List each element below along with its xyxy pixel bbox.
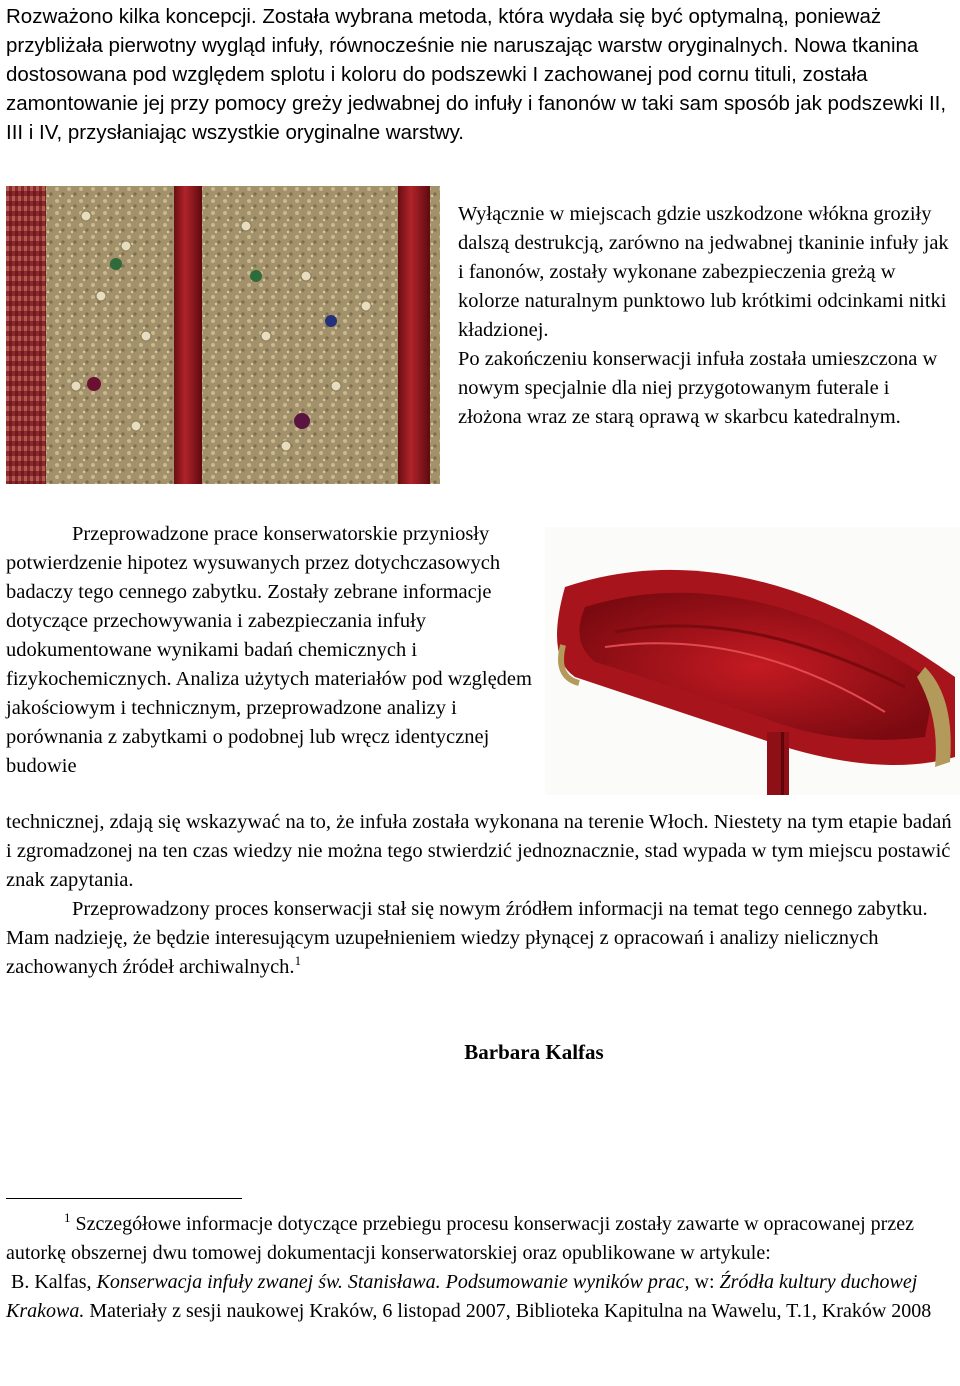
intro-paragraph: Rozważono kilka koncepcji. Została wybrana metoda, która wydała się być optymalną, ponieważ przybliżała pierwotny wygląd infuły, równocześnie nie naruszając warstw oryginalnych. Nowa tkanina dostosowana pod względem splotu i koloru do podszewki I zachowanej pod cornu tituli, została zamontowanie jej przy pomocy greży jedwabnej do infuły i fanonów w taki sam sposób jak podszewki II, III i IV, przysłaniając wszystkie oryginalne warstwy. bbox=[6, 5, 947, 144]
footnote-separator bbox=[6, 1198, 242, 1199]
citation-source-title: Źródła kultury duchowej Krakowa. bbox=[6, 1271, 918, 1322]
author-signature: Barbara Kalfas bbox=[464, 1040, 604, 1064]
footnote-text: Szczegółowe informacje dotyczące przebiegu procesu konserwacji zostały zawarte w opracowanej przez autorkę obszernej dwu tomowej dokumentacji konserwatorskiej oraz opublikowane w artykule: bbox=[6, 1213, 914, 1264]
right-paragraph-1: Wyłącznie w miejscach gdzie uszkodzone włókna groziły dalszą destrukcją, zarówno na jedwabnej tkaninie infuły jak i fanonów, zostały wykonane zabezpieczenia greżą w kolorze naturalnym punktowo lub krótkimi odcinkami nitki kładzionej. bbox=[458, 203, 949, 341]
left-column-text bbox=[6, 520, 536, 781]
right-column-text bbox=[458, 200, 958, 432]
mitre-lining-photo bbox=[545, 527, 960, 795]
citation-author: B. Kalfas, bbox=[11, 1271, 92, 1293]
citation-in: w: bbox=[694, 1271, 715, 1293]
right-paragraph-2: Po zakończeniu konserwacji infuła została umieszczona w nowym specjalnie dla niej przygotowanym futerale i złożona wraz ze starą oprawą w skarbcu katedralnym. bbox=[458, 348, 938, 428]
mitre-lining-image bbox=[545, 527, 960, 795]
citation-title: Konserwacja infuły zwanej św. Stanisława. Podsumowanie wyników prac, bbox=[96, 1271, 690, 1293]
final-paragraph-block bbox=[6, 895, 956, 982]
footnote-number: 1 bbox=[64, 1210, 71, 1225]
final-paragraph: Przeprowadzony proces konserwacji stał się nowym źródłem informacji na temat tego cennego zabytku. Mam nadzieję, że będzie interesującym uzupełnieniem wiedzy płynącej z opracowań i analizy nielicznych zachowanych źródeł archiwalnych. bbox=[6, 898, 928, 978]
continued-paragraph: technicznej, zdają się wskazywać na to, że infuła została wykonana na terenie Włoch. Niestety na tym etapie badań i zgromadzonej na ten czas wiedzy nie można tego stwierdzić jednoznacznie, stad wypada w tym miejscu postawić znak zapytania. bbox=[6, 811, 952, 891]
citation-rest: Materiały z sesji naukowej Kraków, 6 listopad 2007, Biblioteka Kapitulna na Wawelu, T.1, Kraków 2008 bbox=[89, 1300, 932, 1322]
left-paragraph: Przeprowadzone prace konserwatorskie przyniosły potwierdzenie hipotez wysuwanych przez dotychczasowych badaczy tego cennego zabytku. Zostały zebrane informacje dotyczące przechowywania i zabezpieczania infuły udokumentowane wynikami badań chemicznych i fizykochemicznych. Analiza użytych materiałów pod względem jakościowym i technicznym, przeprowadzone analizy i porównania z zabytkami o podobnej lub wręcz identycznej budowie bbox=[6, 523, 532, 777]
footnote-body bbox=[6, 1210, 956, 1268]
footnote bbox=[6, 1210, 956, 1326]
footnote-reference[interactable]: 1 bbox=[294, 953, 302, 968]
footnote-citation bbox=[6, 1268, 956, 1326]
embroidery-detail-image bbox=[6, 186, 440, 484]
bottom-text bbox=[6, 808, 956, 982]
embroidery-detail-photo bbox=[6, 186, 440, 484]
